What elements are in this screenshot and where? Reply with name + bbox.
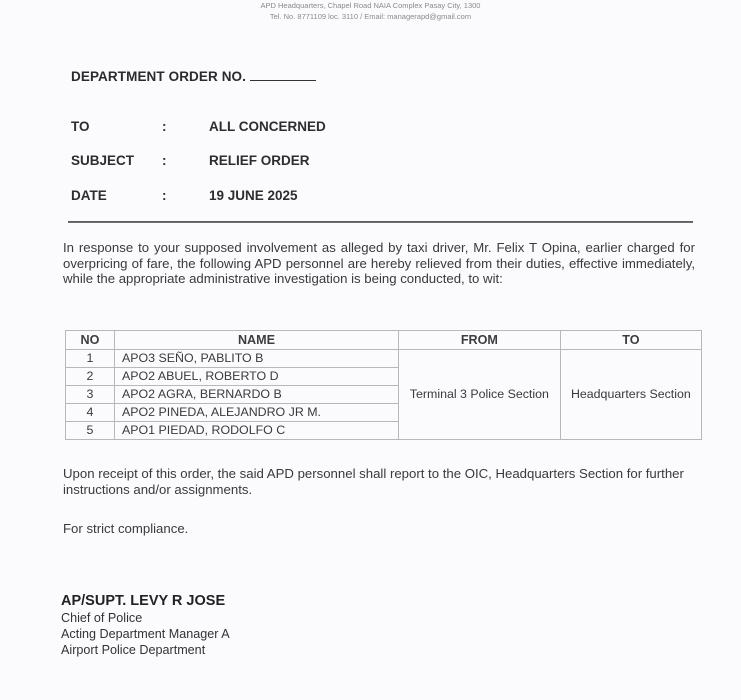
signature-block	[61, 593, 230, 658]
cell-no: 1	[66, 350, 115, 368]
closing-line: For strict compliance.	[63, 521, 189, 536]
signatory-role: Acting Department Manager A	[61, 627, 230, 641]
order-number-blank	[250, 70, 316, 81]
personnel-table	[65, 330, 702, 440]
cell-name: APO1 PIEDAD, RODOLFO C	[115, 422, 399, 440]
meta-label: DATE	[71, 188, 107, 203]
letterhead-contact: Tel. No. 8771109 loc. 3110 / Email: managerapd@gmail.com	[269, 12, 472, 21]
department-order-heading	[71, 69, 316, 84]
cell-no: 2	[66, 368, 115, 386]
intro-paragraph: In response to your supposed involvement as alleged by taxi driver, Mr. Felix T Opina, earlier charged for overpricing of fare, the following APD personnel are hereby relieved from their duties, effective immediately, while the appropriate administrative investigation is being conducted, to wit:	[63, 240, 695, 286]
meta-value: RELIEF ORDER	[209, 153, 310, 168]
header-from: FROM	[399, 331, 561, 350]
cell-name: APO2 PINEDA, ALEJANDRO JR M.	[115, 404, 399, 422]
meta-colon: :	[162, 119, 167, 134]
signatory-office: Airport Police Department	[61, 643, 206, 657]
cell-to: Headquarters Section	[560, 350, 701, 440]
header-divider	[68, 221, 693, 223]
cell-no: 5	[66, 422, 115, 440]
letterhead-address: APD Headquarters, Chapel Road NAIA Complex Pasay City, 1300	[260, 1, 481, 10]
meta-label: SUBJECT	[71, 153, 135, 168]
cell-no: 3	[66, 386, 115, 404]
meta-colon: :	[162, 153, 167, 168]
cell-name: APO2 AGRA, BERNARDO B	[115, 386, 399, 404]
signatory-name: AP/SUPT. LEVY R JOSE	[61, 593, 226, 609]
instruction-paragraph: Upon receipt of this order, the said APD personnel shall report to the OIC, Headquarters Section for further instructions and/or assignments.	[63, 466, 684, 497]
header-to: TO	[560, 331, 701, 350]
cell-no: 4	[66, 404, 115, 422]
table-row	[66, 350, 702, 368]
header-no: NO	[66, 331, 115, 350]
table-header-row	[66, 331, 702, 350]
cell-from: Terminal 3 Police Section	[399, 350, 561, 440]
meta-value: 19 JUNE 2025	[209, 188, 298, 203]
cell-name: APO3 SEÑO, PABLITO B	[115, 350, 399, 368]
signatory-position: Chief of Police	[61, 611, 143, 625]
meta-label: TO	[71, 119, 90, 134]
header-name: NAME	[115, 331, 399, 350]
meta-colon: :	[162, 188, 167, 203]
cell-name: APO2 ABUEL, ROBERTO D	[115, 368, 399, 386]
letterhead	[0, 0, 741, 22]
meta-value: ALL CONCERNED	[209, 119, 326, 134]
order-label: DEPARTMENT ORDER NO.	[71, 69, 247, 84]
